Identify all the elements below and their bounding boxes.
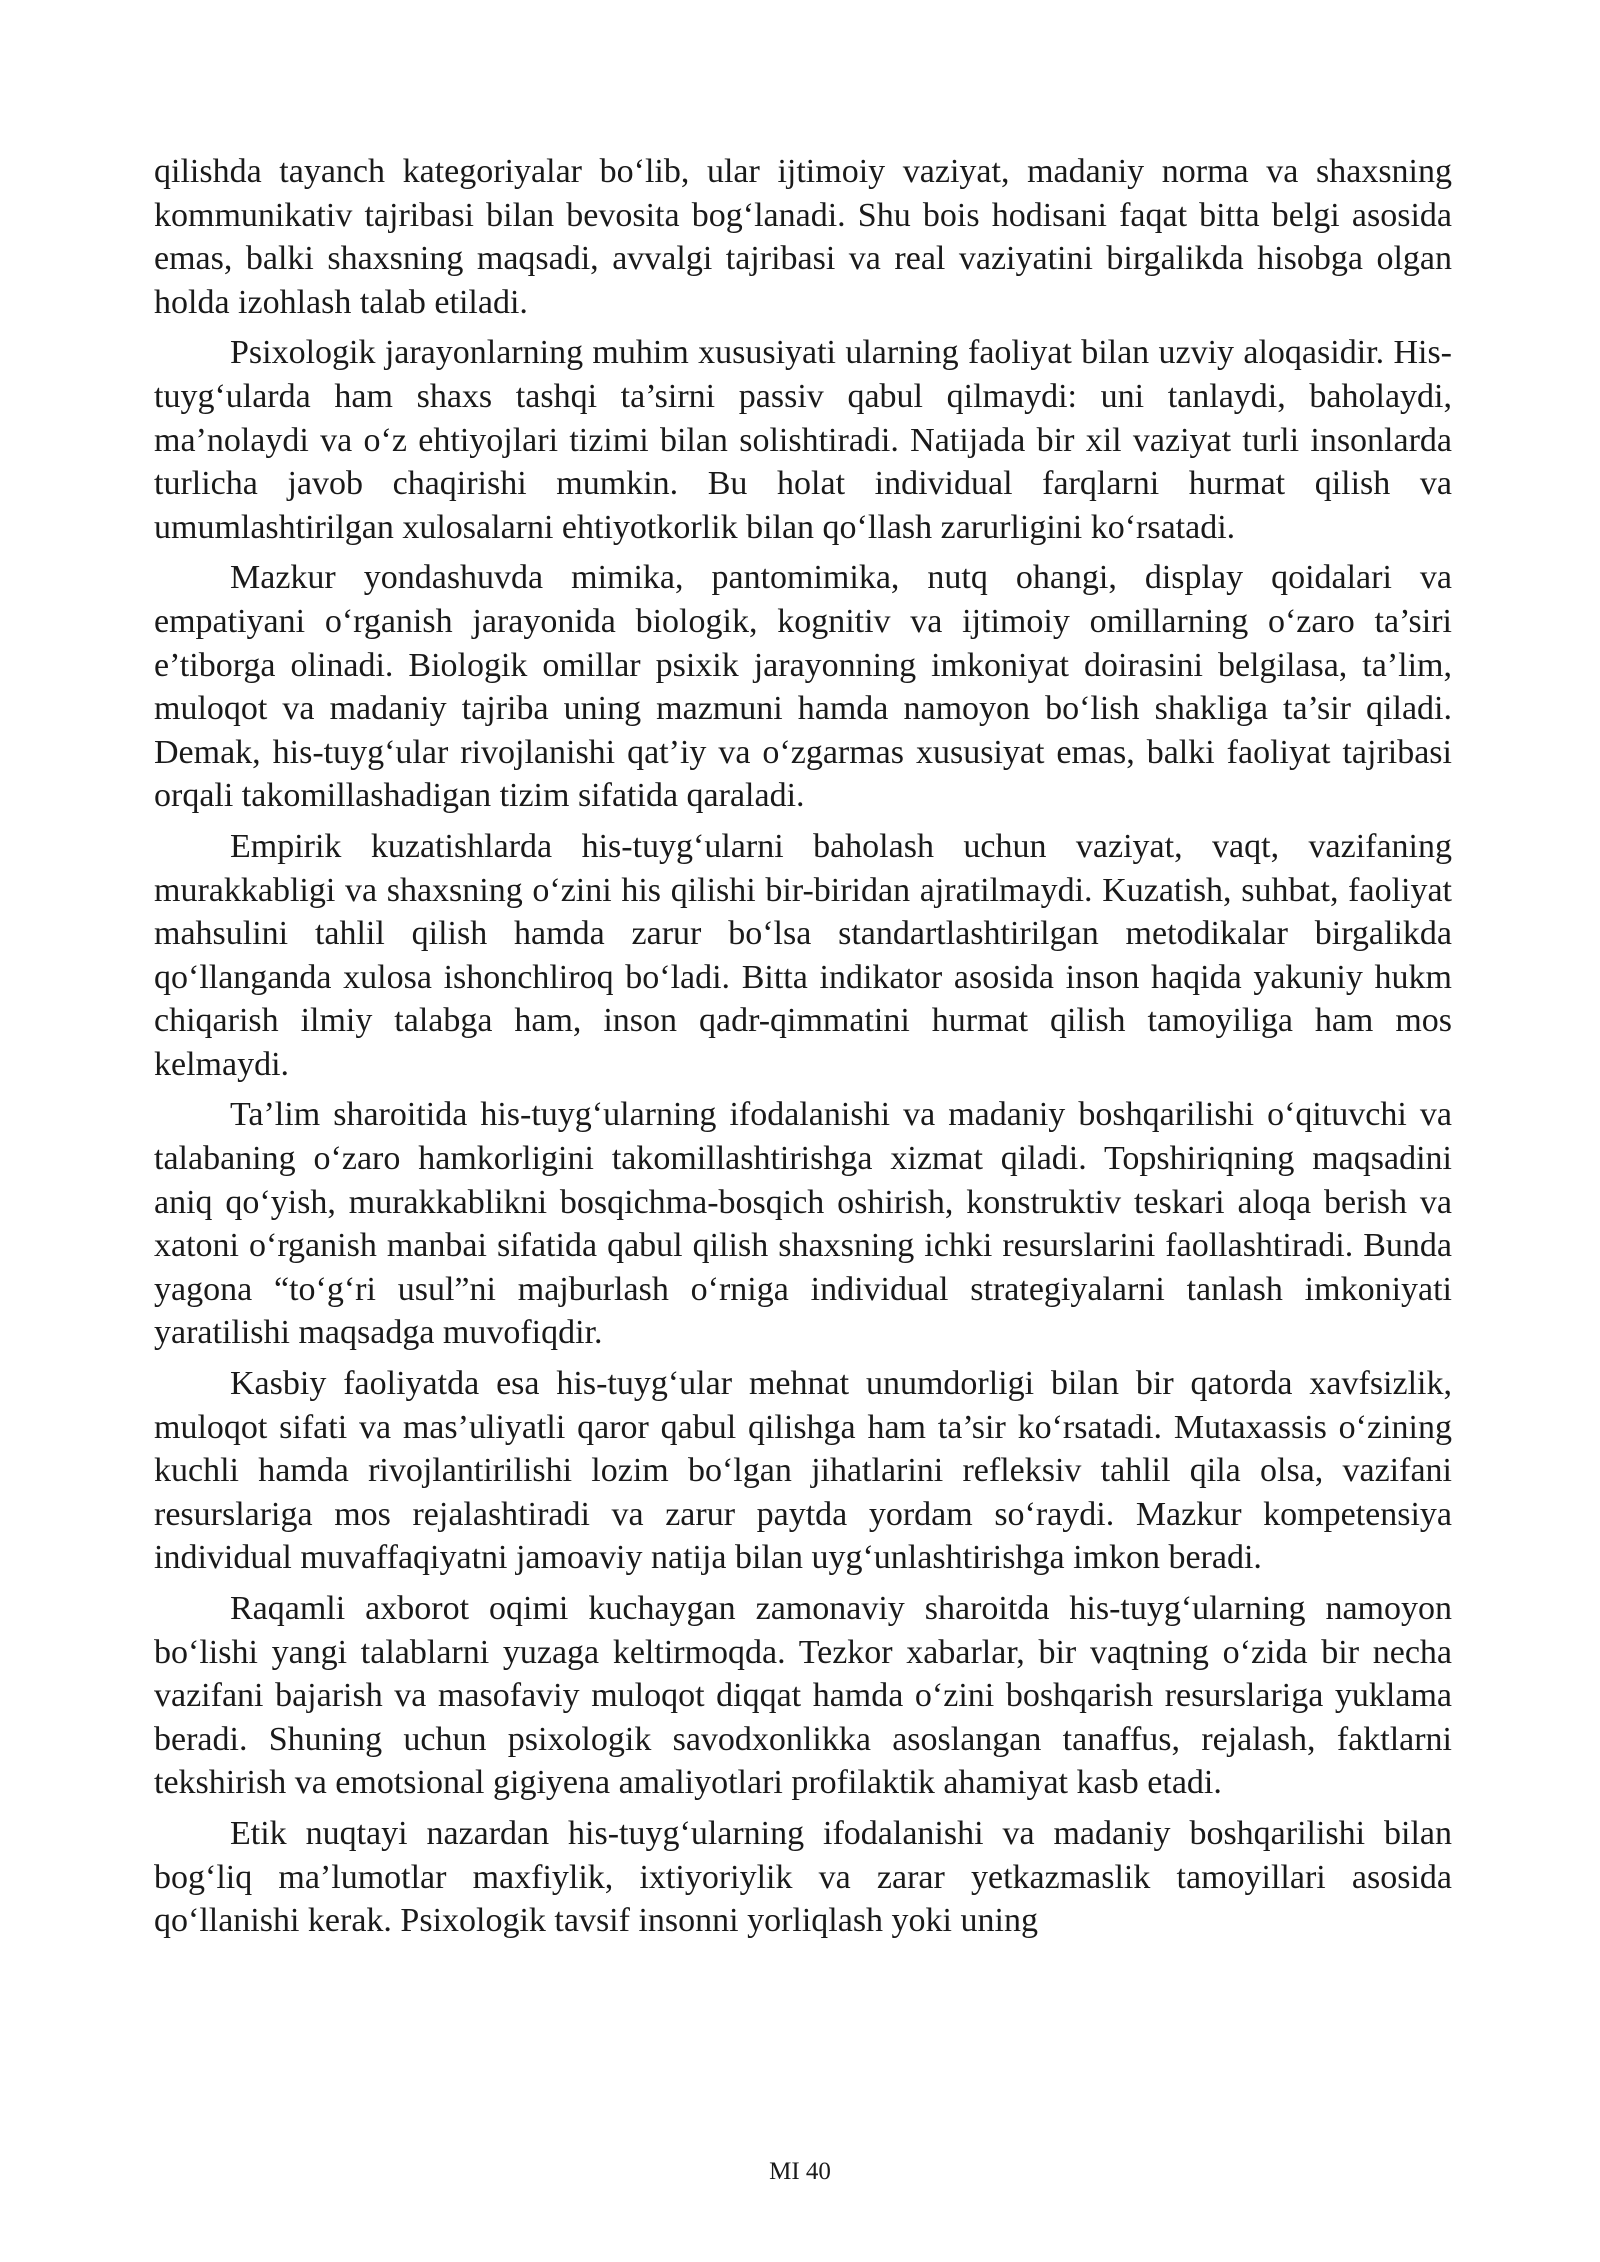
paragraph: Psixologik jarayonlarning muhim xususiyati ularning faoliyat bilan uzviy aloqasidir. His-tuyg‘ularda ham shaxs tashqi ta’sirni passiv qabul qilmaydi: uni tanlaydi, baholaydi, ma’nolaydi va o‘z ehtiyojlari tizimi bilan solishtiradi. Natijada bir xil vaziyat turli insonlarda turlicha javob chaqirishi mumkin. Bu holat individual farqlarni hurmat qilish va umumlashtirilgan xulosalarni ehtiyotkorlik bilan qo‘llash zarurligini ko‘rsatadi.	[154, 334, 1452, 546]
paragraph: Mazkur yondashuvda mimika, pantomimika, nutq ohangi, display qoidalari va empatiyani o‘rganish jarayonida biologik, kognitiv va ijtimoiy omillarning o‘zaro ta’siri e’tiborga olinadi. Biologik omillar psixik jarayonning imkoniyat doirasini belgilasa, ta’lim, muloqot va madaniy tajriba uning mazmuni hamda namoyon bo‘lish shakliga ta’sir qiladi. Demak, his-tuyg‘ular rivojlanishi qat’iy va o‘zgarmas xususiyat emas, balki faoliyat tajribasi orqali takomillashadigan tizim sifatida qaraladi.	[154, 559, 1452, 815]
page-number: MI 40	[769, 2158, 831, 2185]
body-text	[154, 150, 1452, 1950]
paragraph: Ta’lim sharoitida his-tuyg‘ularning ifodalanishi va madaniy boshqarilishi o‘qituvchi va talabaning o‘zaro hamkorligini takomillashtirishga xizmat qiladi. Topshiriqning maqsadini aniq qo‘yish, murakkablikni bosqichma-bosqich oshirish, konstruktiv teskari aloqa berish va xatoni o‘rganish manbai sifatida qabul qilish shaxsning ichki resurslarini faollashtiradi. Bunda yagona “to‘g‘ri usul”ni majburlash o‘rniga individual strategiyalarni tanlash imkoniyati yaratilishi maqsadga muvofiqdir.	[154, 1096, 1452, 1352]
paragraph: Raqamli axborot oqimi kuchaygan zamonaviy sharoitda his-tuyg‘ularning namoyon bo‘lishi yangi talablarni yuzaga keltirmoqda. Tezkor xabarlar, bir vaqtning o‘zida bir necha vazifani bajarish va masofaviy muloqot diqqat hamda o‘zini boshqarish resurslariga yuklama beradi. Shuning uchun psixologik savodxonlikka asoslangan tanaffus, rejalash, faktlarni tekshirish va emotsional gigiyena amaliyotlari profilaktik ahamiyat kasb etadi.	[154, 1590, 1452, 1802]
paragraph: Kasbiy faoliyatda esa his-tuyg‘ular mehnat unumdorligi bilan bir qatorda xavfsizlik, muloqot sifati va mas’uliyatli qaror qabul qilishga ham ta’sir ko‘rsatadi. Mutaxassis o‘zining kuchli hamda rivojlantirilishi lozim bo‘lgan jihatlarini refleksiv tahlil qila olsa, vazifani resurslariga mos rejalashtiradi va zarur paytda yordam so‘raydi. Mazkur kompetensiya individual muvaffaqiyatni jamoaviy natija bilan uyg‘unlashtirishga imkon beradi.	[154, 1365, 1452, 1577]
paragraph: Empirik kuzatishlarda his-tuyg‘ularni baholash uchun vaziyat, vaqt, vazifaning murakkabligi va shaxsning o‘zini his qilishi bir-biridan ajratilmaydi. Kuzatish, suhbat, faoliyat mahsulini tahlil qilish hamda zarur bo‘lsa standartlashtirilgan metodikalar birgalikda qo‘llanganda xulosa ishonchliroq bo‘ladi. Bitta indikator asosida inson haqida yakuniy hukm chiqarish ilmiy talabga ham, inson qadr-qimmatini hurmat qilish tamoyiliga ham mos kelmaydi.	[154, 827, 1452, 1083]
paragraph: Etik nuqtayi nazardan his-tuyg‘ularning ifodalanishi va madaniy boshqarilishi bilan bog‘liq ma’lumotlar maxfiylik, ixtiyoriylik va zarar yetkazmaslik tamoyillari asosida qo‘llanishi kerak. Psixologik tavsif insonni yorliqlash yoki uning	[154, 1814, 1452, 1940]
paragraph-continued: qilishda tayanch kategoriyalar bo‘lib, ular ijtimoiy vaziyat, madaniy norma va shaxsning kommunikativ tajribasi bilan bevosita bog‘lanadi. Shu bois hodisani faqat bitta belgi asosida emas, balki shaxsning maqsadi, avvalgi tajribasi va real vaziyatini birgalikda hisobga olgan holda izohlash talab etiladi.	[154, 153, 1452, 321]
